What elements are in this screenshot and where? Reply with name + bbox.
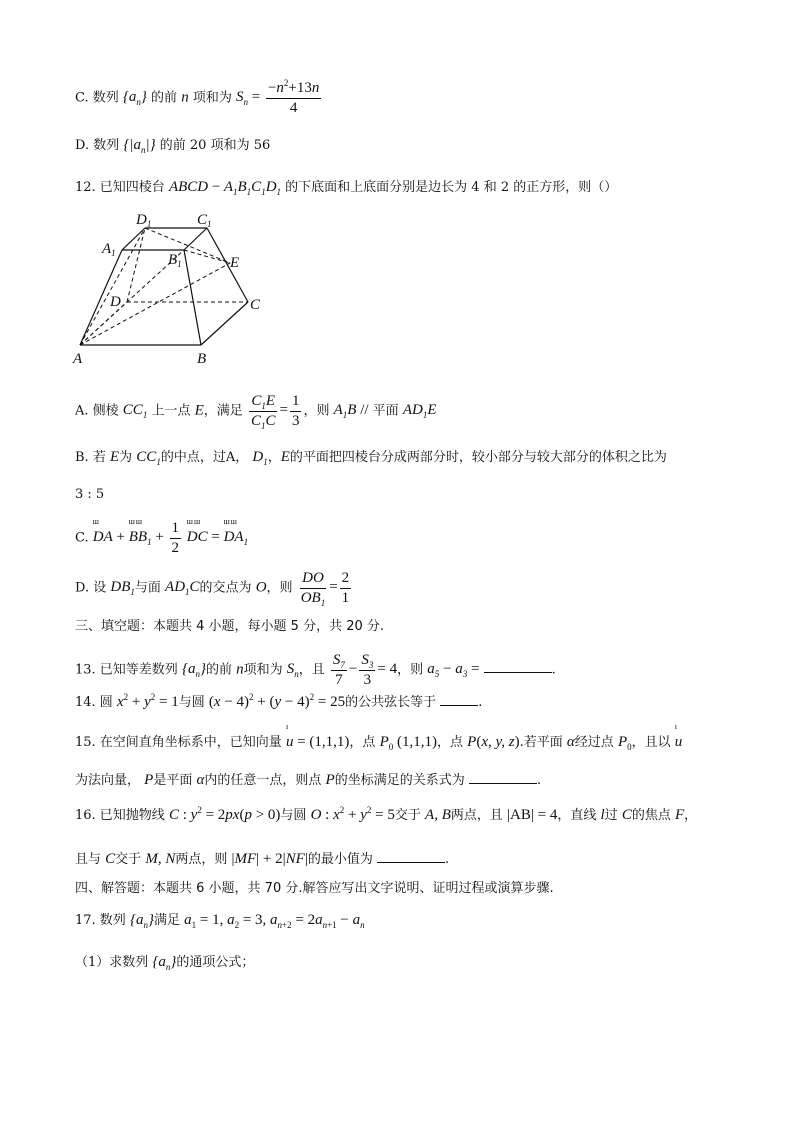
question-14: 14. 圆 $x^2 + y^2 = 1$与圆 $(x - 4)^2 + (y - 4)^2 = 25$的公共弦长等于 . <box>75 692 483 710</box>
label-a1: $A_1$ <box>102 241 116 258</box>
option-d-line: D. 数列 $\{|a_n|\}$ 的前 20 项和为 56 <box>75 137 271 155</box>
q15-answer-blank[interactable] <box>469 771 537 784</box>
label-d1: $D_1$ <box>136 212 152 229</box>
label-c: C <box>250 297 261 313</box>
option-12d: D. 设 $DB_1$与面 $AD_1C$的交点为 O，则 $\frac{DO}{OB_1}$ = $\frac{2}{1}$ <box>75 570 350 608</box>
option-12a: A. 侧棱 $CC_1$ 上一点 E，满足 $\frac{C_1E}{C_1C}$ = $\frac{1}{3}$ ，则 $A_1B$ // 平面 $AD_1E$ <box>75 393 437 431</box>
q13-answer-blank[interactable] <box>484 660 552 673</box>
label-b: B <box>197 351 207 367</box>
q16-answer-blank[interactable] <box>377 850 445 863</box>
section-4-heading: 四、解答题：本题共 6 小题，共 70 分.解答应写出文字说明、证明过程或演算步骤. <box>75 881 554 896</box>
question-17-part1: （1）求数列 $\{a_n\}$的通项公式； <box>75 954 255 972</box>
label-c1: $C_1$ <box>197 212 212 229</box>
q14-answer-blank[interactable] <box>440 693 478 706</box>
label-b1: $B_1$ <box>168 252 182 269</box>
question-12: 12. 已知四棱台 ABCD − $A_1B_1C_1D_1$ 的下底面和上底面分别是边长为 4 和 2 的正方形，则（） <box>75 179 618 197</box>
question-16: 16. 已知抛物线 C : $y^2 = 2px(p > 0)$与圆 O : $x^2 + y^2 = 5$交于 A, B两点，且 |AB| = 4，直线 l过 C的焦点 F， <box>75 805 698 823</box>
option-c-line: C. 数列 $\{a_n\}$ 的前 n 项和为 $S_n$ = $\frac{-n^2+13n}{4}$ <box>75 78 320 116</box>
question-16-line2: 且与 C交于 M, N两点，则 |MF| + 2|NF|的最小值为 . <box>75 851 450 867</box>
option-12c: C. ш DA + шш $BB_1$ + $\frac{1}{2}$ шш DC = шш $DA_1$ <box>75 517 249 556</box>
question-15: 15. 在空间直角坐标系中，已知向量 ı u = (1,1,1)，点 $P_0$ (1,1,1)，点 P(x, y, z).若平面 α经过点 $P_0$，且以 ı u <box>75 722 683 752</box>
frustum-figure <box>70 208 270 368</box>
question-17: 17. 数列 $\{a_n\}$满足 $a_1 = 1$, $a_2 = 3$, $a_{n+2} = 2a_{n+1} - a_n$ <box>75 912 365 930</box>
label-a: A <box>73 351 83 367</box>
option-12b-ratio: 3 : 5 <box>75 487 105 502</box>
option-c-text: C. 数列 <box>75 90 119 106</box>
question-13: 13. 已知等差数列 $\{a_n\}$的前 n项和为 $S_n$，且 $\frac{S_7}{7}$ − $\frac{S_3}{3}$ = 4，则 $a_5 - a_3$ = . <box>75 652 556 688</box>
question-15-line2: 为法向量， P是平面 α内的任意一点，则点 P的坐标满足的关系式为 . <box>75 772 541 788</box>
section-3-heading: 三、填空题：本题共 4 小题，每小题 5 分，共 20 分. <box>75 619 385 634</box>
label-e: E <box>230 255 240 271</box>
label-d: D <box>110 294 121 310</box>
option-12b: B. 若 E为 $CC_1$的中点，过A， $D_1$，E的平面把四棱台分成两部分时，较小部分与较大部分的体积之比为 <box>75 449 667 467</box>
